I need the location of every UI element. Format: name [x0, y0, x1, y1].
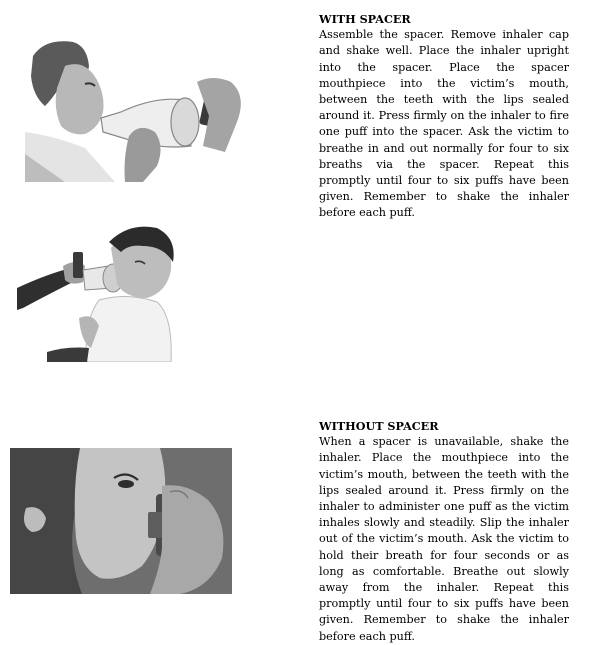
woman-using-inhaler-illustration: [10, 448, 232, 594]
without-spacer-heading: WITHOUT SPACER: [319, 419, 439, 433]
without-spacer-section: [319, 418, 569, 645]
with-spacer-instructions: Assemble the spacer. Remove inhaler cap and shake well. Place the inhaler upright into the spacer. Place the spacer mouthpiece into the victim’s mouth, between the teeth with the lips sealed around it. Press firmly on the inhaler to fire one puff into the spacer. Ask the victim to breathe in and out normally for four to six breaths via the spacer. Repeat this promptly until four to six puffs have been given. Remember to shake the inhaler before each puff.: [319, 28, 569, 220]
child-using-spacer-mask-illustration: [17, 222, 181, 362]
with-spacer-section: [319, 11, 569, 222]
without-spacer-instructions: When a spacer is unavailable, shake the inhaler. Place the mouthpiece into the victim’s mouth, between the teeth with the lips sealed around it. Press firmly on the inhaler to administer one puff as the victim inhales slowly and steadily. Slip the inhaler out of the victim’s mouth. Ask the victim to hold their breath for four seconds or as long as comfortable. Breathe out slowly away from the inhaler. Repeat this promptly until four to six puffs have been given. Remember to shake the inhaler before each puff.: [319, 435, 569, 643]
with-spacer-heading: WITH SPACER: [319, 12, 411, 26]
adult-using-spacer-illustration: [25, 36, 247, 182]
